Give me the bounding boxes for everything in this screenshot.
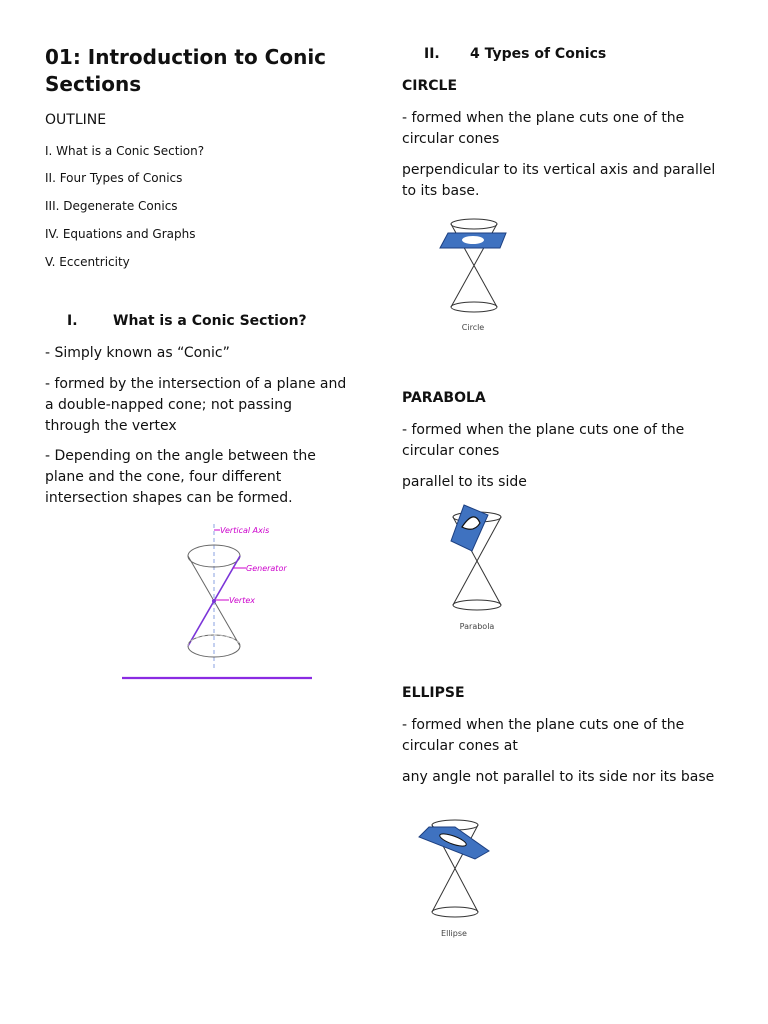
ellipse-figure (415, 817, 500, 942)
label-vertex: Vertex (229, 596, 256, 605)
paragraph: - formed when the plane cuts one of the circular cones at (402, 717, 685, 754)
outline-item: II. Four Types of Conics (45, 171, 183, 185)
parabola-caption: Parabola (459, 622, 495, 631)
section-2-heading (424, 46, 606, 62)
paragraph: - Depending on the angle between the plane and the cone, four different intersection shapes can be formed. (45, 448, 316, 506)
parabola-figure (440, 503, 520, 633)
circle-caption: Circle (461, 323, 485, 332)
paragraph: - formed when the plane cuts one of the circular cones (402, 422, 685, 459)
paragraph: - formed by the intersection of a plane and a double-napped cone; not passing through the vertex (45, 376, 347, 434)
paragraph: parallel to its side (402, 474, 527, 490)
label-vertical-axis: Vertical Axis (220, 526, 270, 535)
outline-item: III. Degenerate Conics (45, 199, 178, 213)
section-1-title: What is a Conic Section? (113, 313, 307, 329)
ellipse-heading: ELLIPSE (402, 685, 465, 701)
outline-item: V. Eccentricity (45, 255, 130, 269)
paragraph: - Simply known as “Conic” (45, 345, 230, 361)
outline-heading: OUTLINE (45, 112, 107, 128)
section-1-heading (67, 313, 307, 329)
outline-item: IV. Equations and Graphs (45, 227, 196, 241)
outline-item: I. What is a Conic Section? (45, 144, 205, 158)
label-generator: Generator (246, 564, 287, 573)
paragraph: any angle not parallel to its side nor its base (402, 769, 715, 785)
circle-figure (435, 215, 515, 335)
circle-heading: CIRCLE (402, 78, 458, 94)
parabola-heading: PARABOLA (402, 390, 486, 406)
ellipse-caption: Ellipse (441, 929, 467, 938)
page-title: 01: Introduction to Conic Sections (45, 45, 327, 96)
section-1-number: I. (67, 313, 78, 329)
section-2-title: 4 Types of Conics (470, 46, 607, 62)
section-2-number: II. (424, 46, 440, 62)
paragraph: - formed when the plane cuts one of the circular cones (402, 110, 685, 147)
cone-anatomy-figure (120, 520, 320, 685)
paragraph: perpendicular to its vertical axis and parallel to its base. (402, 162, 716, 199)
